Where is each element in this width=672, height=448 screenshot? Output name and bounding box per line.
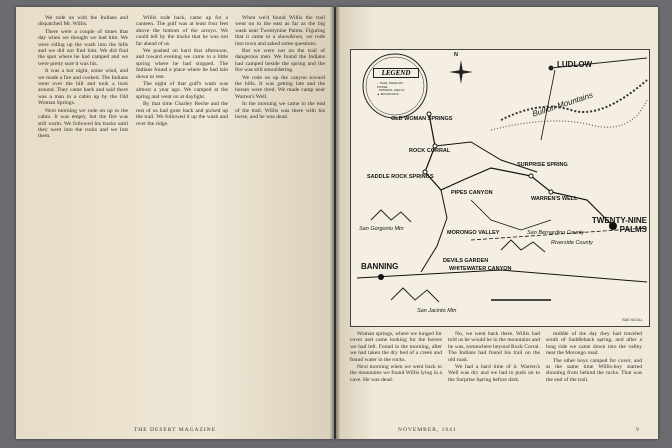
left-column-1: [38, 15, 128, 141]
paragraph: We rode on with the Indians and dispatched Mr. Willis.: [38, 15, 128, 28]
label-rock-corral: ROCK CORRAL: [409, 148, 451, 154]
left-page: [16, 7, 334, 439]
trail-map: [350, 49, 650, 327]
label-riverside: Riverside County: [551, 240, 593, 246]
paragraph: We rode on up the canyon toward the hills. It was getting late and the horses were tired. We made camp near Warren's Well.: [235, 74, 325, 100]
left-column-2: [136, 15, 228, 128]
paragraph: By that time Charley Reche and the rest of us had gone back and picked up the trail. We followed it up the wash and over the ridge.: [136, 101, 228, 127]
paragraph: The night of that gulf's wash was almost a year ago. We camped at the spring and went on at daylight.: [136, 81, 228, 100]
right-page-footer: NOVEMBER, 1941: [398, 427, 457, 433]
label-whitewater: WHITEWATER CANYON: [449, 266, 512, 272]
legend-content: [377, 82, 413, 98]
compass-cross: [449, 70, 473, 74]
paragraph: Next morning when we went back to the mountains we found Willis lying in a cave. He was dead.: [350, 364, 442, 383]
mountain-jacinto: [391, 288, 439, 302]
paragraph: We pushed on hard that afternoon, and toward evening we came to a little spring where he had stopped. The Indians found a place where he had lain down to rest.: [136, 48, 228, 80]
spine-gutter: [330, 7, 340, 439]
ludlow-dot: [549, 66, 554, 71]
posse-trail: [425, 114, 613, 226]
right-column-2: [448, 331, 540, 384]
mountain-gorgonio: [371, 210, 411, 222]
banning-dot: [378, 274, 384, 280]
label-old-woman: OLD WOMAN SPRINGS: [391, 116, 453, 122]
trail-morongo: [471, 200, 551, 230]
label-warrens-well: WARREN'S WELL: [531, 196, 578, 202]
label-pipes-canyon: PIPES CANYON: [451, 190, 493, 196]
compass-label: N: [454, 52, 458, 58]
spring-surprise: [529, 174, 533, 178]
paragraph: No, we went back there. Willis had told us he would be in the mountains and he was, somewhere beyond Rock Corral. The Indians had found his trail on the old road.: [448, 331, 540, 363]
paragraph: Woman springs, where we lunged for cover and came looking for the horses we had left. Found in the morning, after we had taken the dry bed of a creek and found water in the rocks.: [350, 331, 442, 363]
label-san-gorgonio: San Gorgonio Mtn: [359, 226, 404, 232]
right-column-3: [546, 331, 642, 384]
label-banning: BANNING: [361, 262, 399, 271]
paragraph: But we were not on the trail of dangerous men. We found the Indians had camped beside the spring and the fire was still smouldering.: [235, 48, 325, 74]
magazine-spread: [16, 7, 658, 439]
label-devils-garden: DEVILS GARDEN: [443, 258, 489, 264]
mountain-range: [501, 240, 545, 252]
paragraph: Next morning we rode on up to the cabin. It was empty, but the fire was still warm. We followed his tracks until they went into the rocks and we lost them.: [38, 107, 128, 140]
label-bullion: Bullion Mountains: [531, 90, 595, 119]
left-column-3: [235, 15, 325, 122]
right-column-1: [350, 331, 442, 384]
legend-title: LEGEND: [373, 68, 419, 78]
label-morongo: MORONGO VALLEY: [447, 230, 500, 236]
map-credit: BAE NICOLL: [622, 318, 643, 322]
legend-line: ~ TRAIL TAKEN BY POSSE: [377, 81, 404, 89]
paragraph: There were a couple of times that day when we thought we had him. We were riding up the wash into the hills and we did not find him. We did find the spot where he had camped and we were pretty sure it was his.: [38, 28, 128, 67]
page-number: 9: [636, 427, 639, 433]
label-ludlow: LUDLOW: [557, 60, 593, 69]
paragraph: When we'd found Willis the trail went on to the east as far as the big wash near Twentynine Palms. Figuring that it came to a showdown, we rode into town and asked some questions.: [235, 15, 325, 47]
paragraph: Willis rode back, came up for a canteen. The gulf was at least four feet above the bottom of the arroyo. We could tell by the tracks that he was not far ahead of us.: [136, 15, 228, 47]
label-san-jacinto: San Jacinto Mtn: [417, 308, 457, 314]
paragraph: In the morning we came to the end of the trail. Willis was there with his horse, and he was dead.: [235, 101, 325, 121]
legend-line: ◦ SPRINGS, WELLS: [377, 88, 405, 93]
paragraph: middle of the day they had traveled south of Saddleback spring, and after a long ride we came down into the valley near the Morongo road.: [546, 331, 642, 357]
left-page-footer: THE DESERT MAGAZINE: [133, 427, 217, 433]
paragraph: We had a hard time of it. Warren's Well was dry and we had to push on to the Surprise Spring before dark.: [448, 364, 540, 383]
right-page: [336, 7, 658, 439]
legend-line: ▲ MOUNTAINS: [377, 91, 399, 96]
label-sb-county: San Bernardino County: [527, 230, 585, 236]
paragraph: The other boys camped for cover, and at the same time Willis-boy started shooting from behind the rocks. That was the end of the trail.: [546, 357, 642, 383]
label-twentynine: TWENTY-NINE PALMS: [591, 216, 647, 234]
paragraph: It was a hot night, some wind, and we made a fire and cooked. The Indians went over the hill and took a look around. They came back and said there was a man in a cabin up by the Old Woman Springs.: [38, 68, 128, 107]
label-saddle-rock: SADDLE ROCK SPRINGS: [367, 174, 434, 180]
label-surprise: SURPRISE SPRING: [517, 162, 568, 168]
spring-warrens: [549, 190, 553, 194]
